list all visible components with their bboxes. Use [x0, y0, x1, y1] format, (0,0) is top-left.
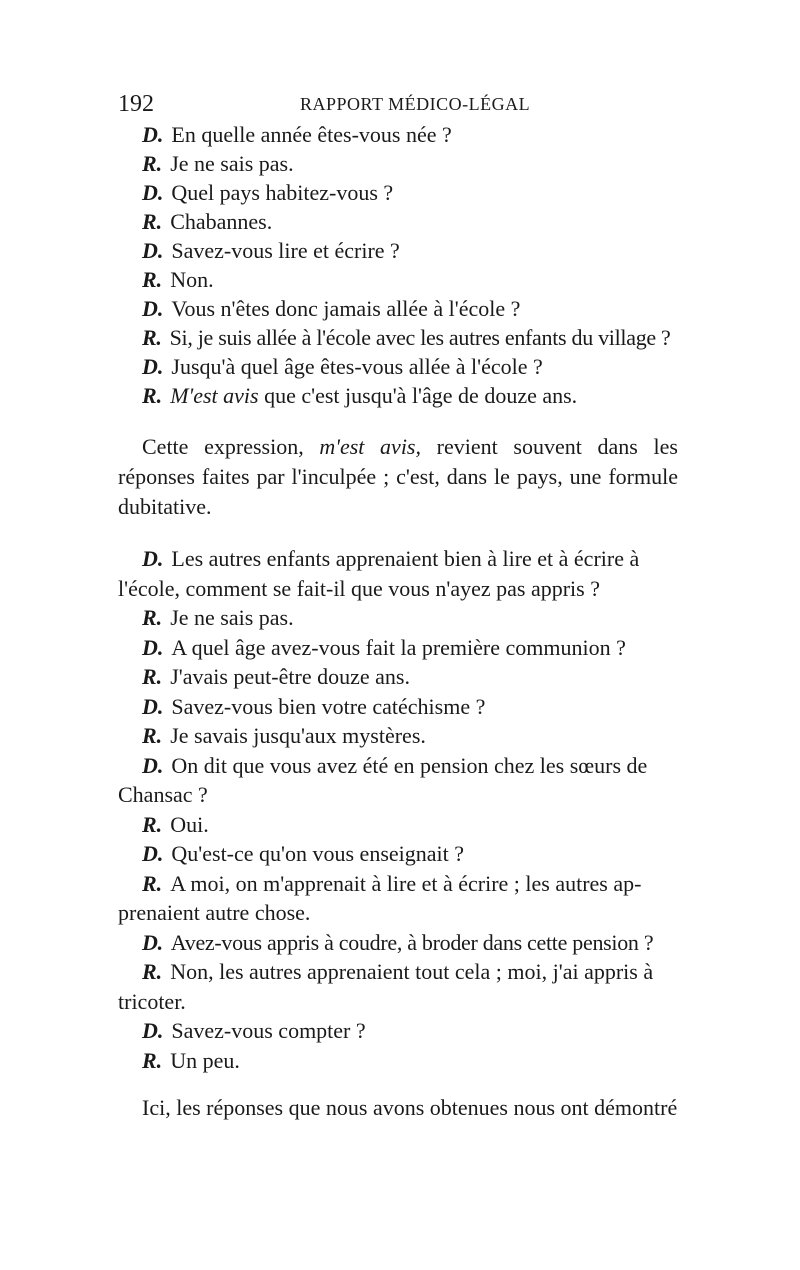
line-text: Je ne sais pas. [170, 151, 294, 176]
emphasis-text: M'est avis [170, 383, 259, 408]
speaker-label: R. [142, 151, 163, 176]
speaker-label: D. [142, 180, 164, 205]
line-text: Je savais jusqu'aux mystères. [170, 723, 426, 748]
line-text: Qu'est-ce qu'on vous enseignait ? [171, 841, 465, 866]
closing-paragraph [118, 1093, 678, 1123]
line-text: Je ne sais pas. [170, 605, 294, 630]
line-text: Avez-vous appris à coudre, à broder dans cette pension ? [170, 929, 654, 955]
speaker-label: R. [142, 811, 163, 837]
speaker-label: R. [142, 723, 163, 748]
line-text: Non, les autres apprenaient tout cela ; moi, j'ai appris à [170, 959, 654, 984]
speaker-label: D. [142, 841, 164, 866]
dialogue-line [118, 869, 678, 899]
dialogue-line [118, 751, 678, 781]
dialogue-line [118, 381, 678, 410]
speaker-label: R. [142, 1047, 163, 1073]
dialogue-line-continuation: tricoter. [118, 988, 186, 1014]
line-text: Vous n'êtes donc jamais allée à l'école ? [171, 296, 521, 321]
speaker-label: D. [142, 1018, 164, 1043]
dialogue-line-continuation: Chansac ? [118, 782, 208, 807]
speaker-label: R. [142, 267, 163, 292]
dialogue-line [118, 352, 678, 381]
line-text: Savez-vous compter ? [171, 1018, 366, 1043]
dialogue-line [118, 957, 678, 987]
commentary-paragraph [118, 432, 678, 522]
speaker-label: R. [142, 664, 163, 689]
page-number: 192 [118, 91, 154, 117]
line-text: Un peu. [170, 1047, 240, 1073]
speaker-label: R. [142, 959, 163, 984]
dialogue-block-1 [118, 120, 678, 410]
line-text: Les autres enfants apprenaient bien à lire et à écrire à [171, 546, 640, 571]
speaker-label: R. [142, 870, 163, 896]
spacer [118, 522, 678, 544]
dialogue-line [118, 149, 678, 178]
dialogue-line [118, 1016, 678, 1046]
dialogue-line [118, 603, 678, 633]
closing-text: Ici, les réponses que nous avons obtenues nous ont démontré [142, 1095, 678, 1120]
line-text: que c'est jusqu'à l'âge de douze ans. [258, 383, 578, 408]
speaker-label: D. [142, 296, 164, 321]
speaker-label: R. [142, 383, 163, 408]
dialogue-line [118, 692, 678, 722]
document-page [118, 88, 678, 1123]
dialogue-line [118, 839, 678, 869]
dialogue-line [118, 1046, 678, 1076]
speaker-label: D. [142, 929, 163, 955]
speaker-label: D. [142, 634, 164, 660]
speaker-label: D. [142, 693, 164, 719]
dialogue-line [118, 294, 678, 323]
dialogue-line-continuation: l'école, comment se fait-il que vous n'ayez pas appris ? [118, 575, 600, 601]
commentary-pre: Cette expression, [142, 434, 320, 459]
line-text: Chabannes. [170, 209, 273, 234]
speaker-label: D. [142, 122, 164, 147]
dialogue-line [118, 662, 678, 692]
line-text: Quel pays habitez-vous ? [171, 180, 394, 205]
dialogue-line [118, 265, 678, 294]
line-text: A moi, on m'apprenait à lire et à écrire ; les autres ap- [170, 870, 642, 896]
dialogue-line [118, 928, 678, 958]
speaker-label: D. [142, 546, 164, 571]
speaker-label: R. [142, 605, 163, 630]
line-text: Jusqu'à quel âge êtes-vous allée à l'école ? [171, 354, 543, 379]
line-text: A quel âge avez-vous fait la première communion ? [171, 634, 626, 660]
spacer [118, 1075, 678, 1093]
line-text: Non. [170, 267, 214, 292]
running-header [118, 88, 678, 120]
speaker-label: R. [142, 209, 163, 234]
dialogue-line [118, 544, 678, 574]
commentary-emphasis: m'est avis, [319, 434, 421, 459]
speaker-label: D. [142, 354, 164, 379]
dialogue-line [118, 178, 678, 207]
running-title: RAPPORT MÉDICO-LÉGAL [300, 94, 531, 114]
line-text: Oui. [170, 811, 209, 837]
line-text: Si, je suis allée à l'école avec les autres enfants du village ? [169, 325, 671, 350]
spacer [118, 410, 678, 432]
speaker-label: R. [142, 325, 162, 350]
speaker-label: D. [142, 238, 164, 263]
speaker-label: D. [142, 752, 164, 778]
line-text: On dit que vous avez été en pension chez les sœurs de [171, 752, 648, 778]
dialogue-line-continuation: prenaient autre chose. [118, 900, 311, 925]
dialogue-line [118, 810, 678, 840]
line-text: J'avais peut-être douze ans. [170, 664, 410, 689]
dialogue-line [118, 721, 678, 751]
dialogue-line [118, 207, 678, 236]
line-text: Savez-vous bien votre catéchisme ? [171, 693, 486, 719]
dialogue-block-2 [118, 544, 678, 1075]
line-text: Savez-vous lire et écrire ? [171, 238, 400, 263]
dialogue-line [118, 236, 678, 265]
commentary-post: revient souvent dans les réponses faites par l'inculpée ; c'est, dans le pays, une formule dubitative. [118, 434, 678, 519]
dialogue-line [118, 323, 678, 352]
dialogue-line [118, 120, 678, 149]
line-text: En quelle année êtes-vous née ? [171, 122, 452, 147]
dialogue-line [118, 633, 678, 663]
